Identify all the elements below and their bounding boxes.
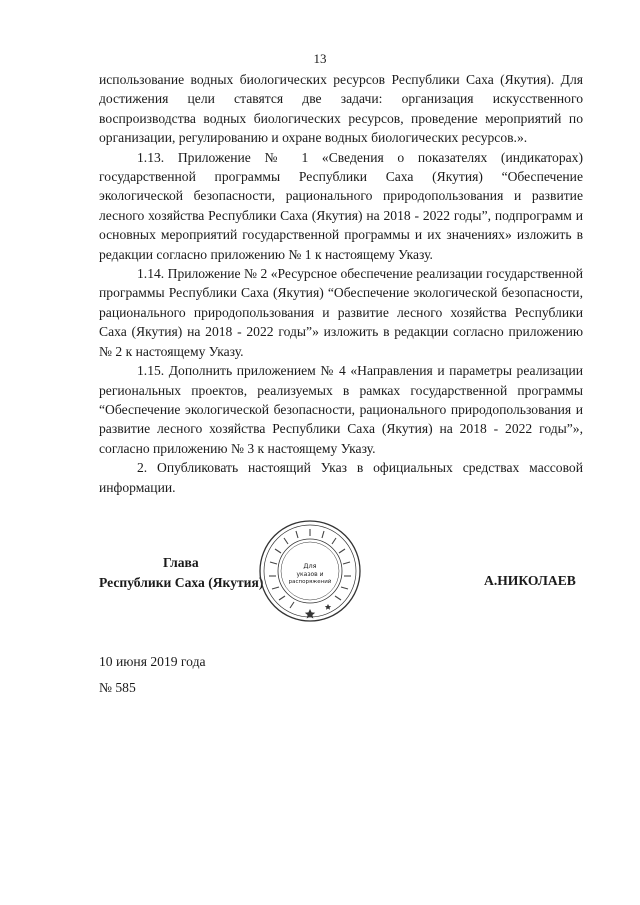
- document-body: [99, 70, 583, 497]
- signatory-region: Республики Саха (Якутия): [99, 575, 264, 590]
- document-number: № 585: [99, 680, 136, 695]
- page-number: 13: [313, 51, 327, 66]
- signatory-name: А.НИКОЛАЕВ: [484, 573, 576, 588]
- signatory-position: Глава: [163, 555, 199, 570]
- seal-center-line-1: Для: [303, 562, 317, 570]
- paragraph-continuation: использование водных биологических ресурсов Республики Саха (Якутия). Для достижения цели ставятся две задачи: организация искусственного воспроизводства водных биологических ресурсов, проведение мероприятий по организации, регулированию и охране водных биологических ресурсов.».: [99, 72, 583, 146]
- paragraph-1-15: 1.15. Дополнить приложением № 4 «Направления и параметры реализации региональных проектов, реализуемых в рамках государственной программы “Обеспечение экологической безопасности, рационального природопользования и развитие лесного хозяйства Республики Саха (Якутия) на 2018 - 2022 годы”», согласно приложению № 3 к настоящему Указу.: [99, 363, 583, 456]
- seal-center-line-3: распоряжений: [288, 579, 332, 585]
- document-date: 10 июня 2019 года: [99, 654, 206, 669]
- paragraph-2: 2. Опубликовать настоящий Указ в официальных средствах массовой информации.: [99, 460, 583, 495]
- seal-center-line-2: указов и: [296, 571, 324, 578]
- signatory-title: [99, 553, 263, 593]
- paragraph-1-13: 1.13. Приложение № 1 «Сведения о показателях (индикаторах) государственной программы Республики Саха (Якутия) “Обеспечение экологической безопасности, рационального природопользования и развитие лесного хозяйства Республики Саха (Якутия) на 2018 - 2022 годы”, подпрограмм и основных мероприятий государственной программы и их значениях» изложить в редакции согласно приложению № 1 к настоящему Указу.: [99, 149, 583, 262]
- official-seal-stamp: [255, 516, 365, 626]
- paragraph-1-14: 1.14. Приложение № 2 «Ресурсное обеспечение реализации государственной программы Республики Саха (Якутия) “Обеспечение экологической безопасности, рационального природопользования и развитие лесного хозяйства Республики Саха (Якутия) на 2018 - 2022 годы”» изложить в редакции согласно приложению № 2 к настоящему Указу.: [99, 266, 583, 359]
